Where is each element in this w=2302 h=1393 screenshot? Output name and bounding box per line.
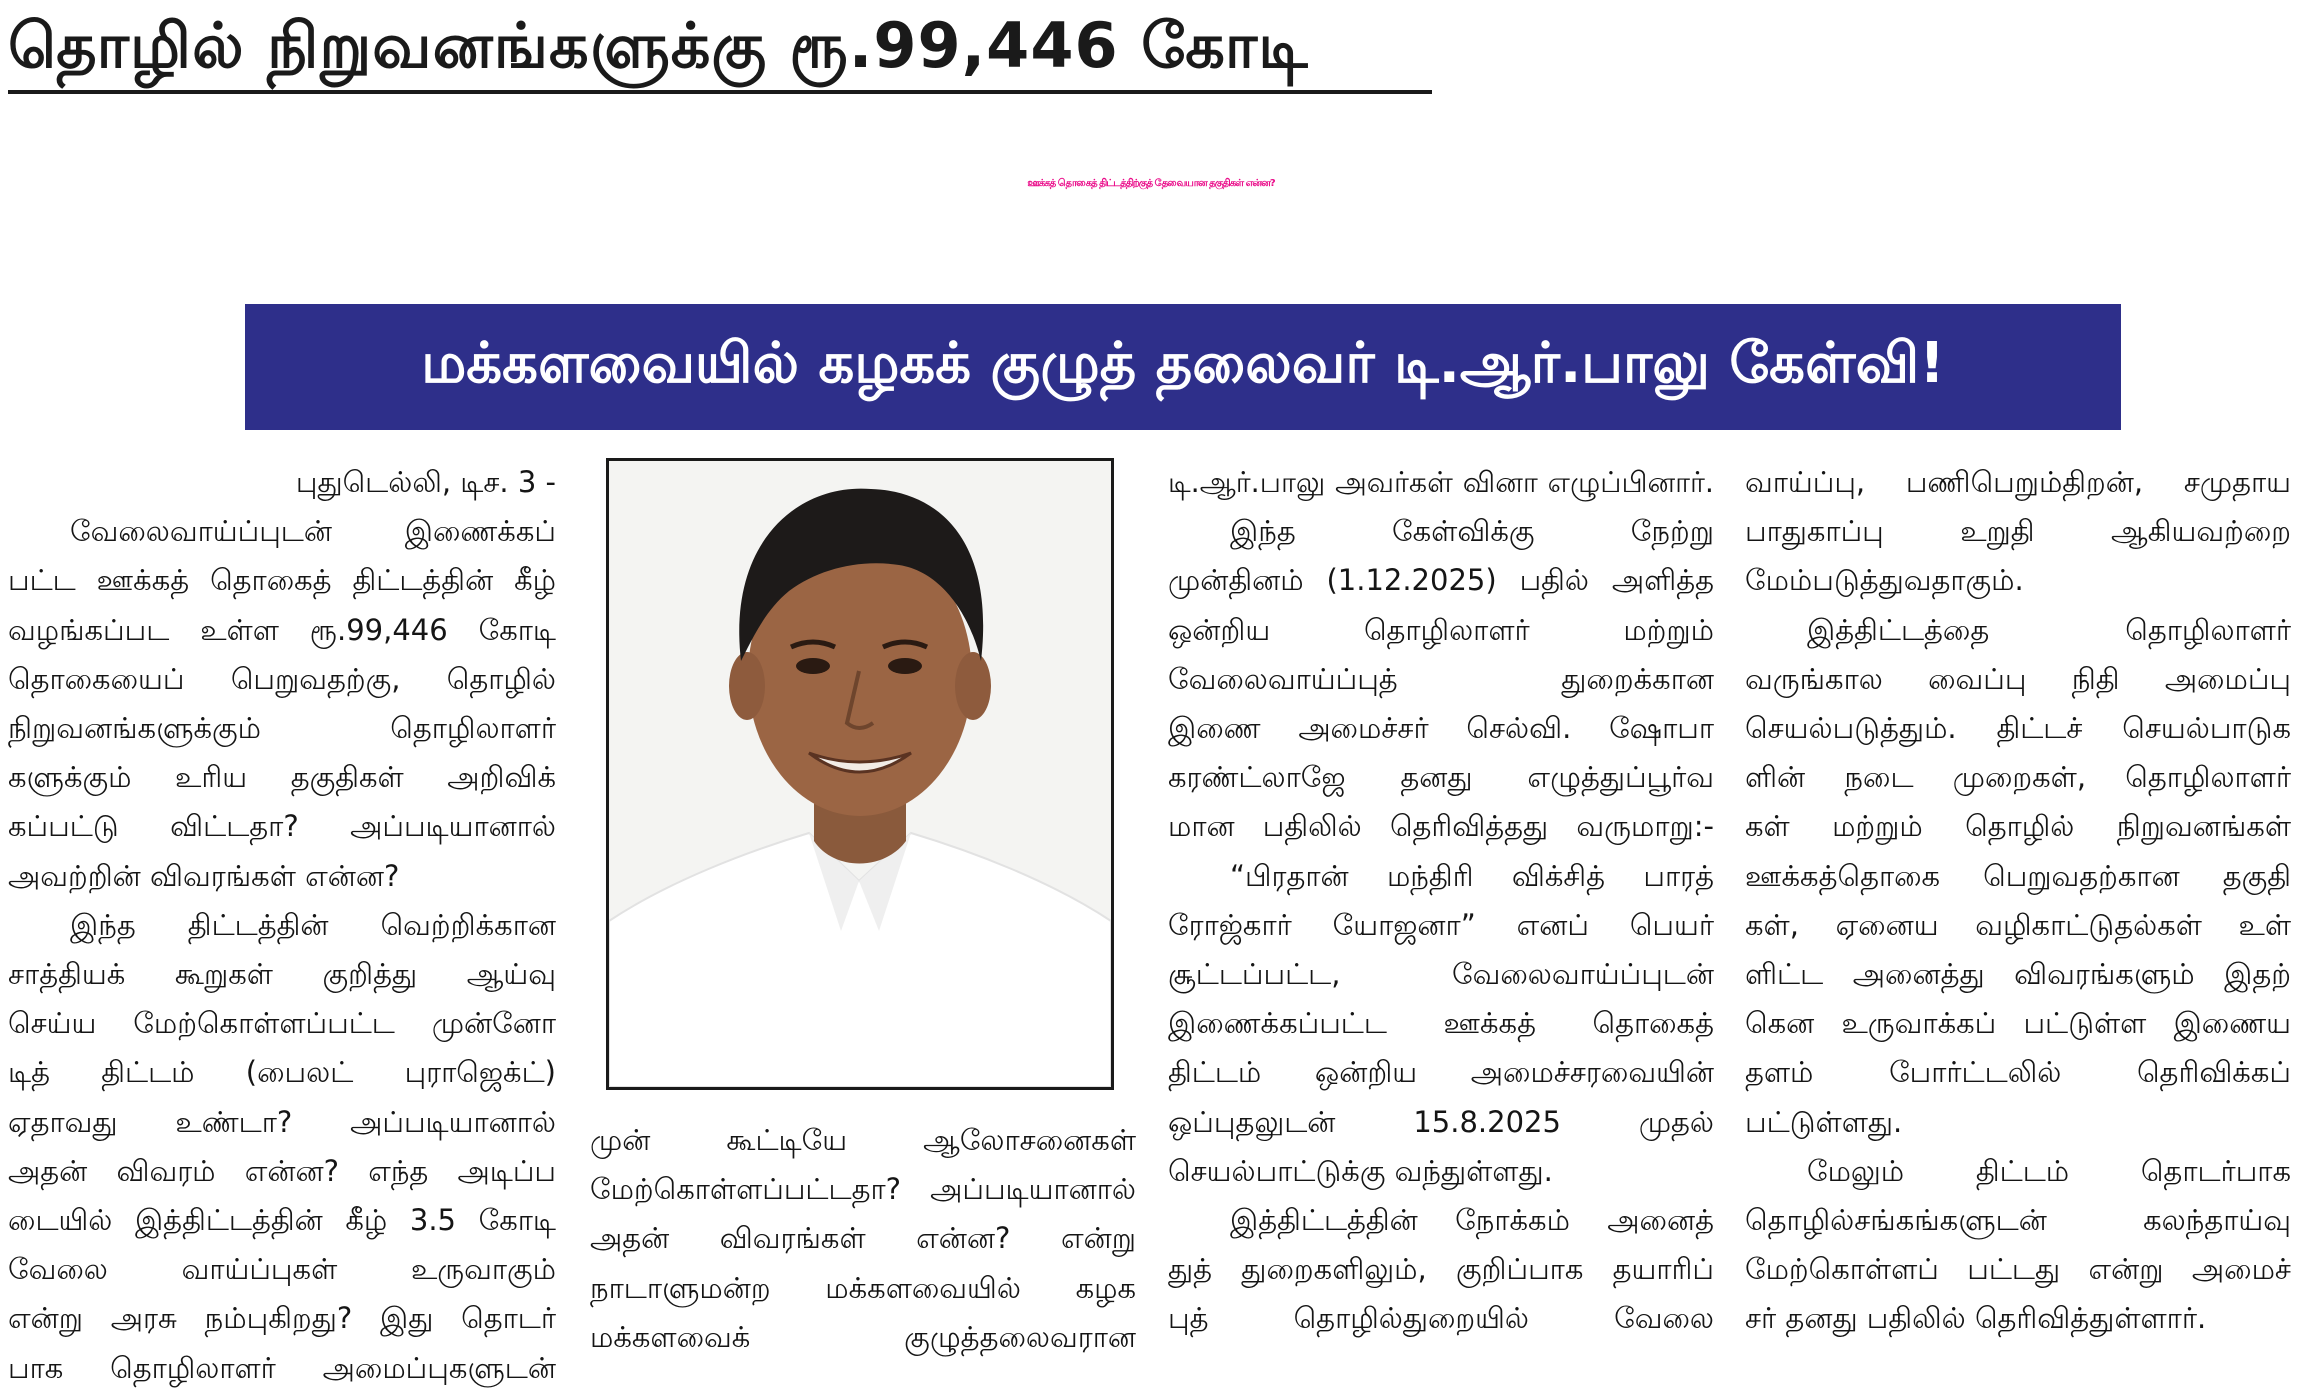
body-line: பட்டுள்ளது. <box>1745 1104 1903 1139</box>
kicker-headline: தொழில் நிறுவனங்களுக்கு ரூ.99,446 கோடி <box>8 9 1309 82</box>
body-line: மக்களவைக் குழுத்தலைவரான <box>590 1319 1136 1354</box>
body-line: இந்த கேள்விக்கு நேற்று <box>1230 514 1714 549</box>
body-line: அவற்றின் விவரங்கள் என்ன? <box>8 858 400 893</box>
body-line: ரோஜ்கார் யோஜனா” எனப் பெயர் <box>1168 907 1714 942</box>
body-line: வழங்கப்பட உள்ள ரூ.99,446 கோடி <box>8 612 556 647</box>
body-line: வேலைவாய்ப்புத் துறைக்கான <box>1168 661 1714 696</box>
body-line: இத்திட்டத்தின் நோக்கம் அனைத் <box>1230 1203 1714 1238</box>
portrait-photo <box>606 458 1114 1090</box>
body-line: மேற்கொள்ளப்பட்டதா? அப்படியானால் <box>590 1172 1136 1207</box>
body-line: மான பதிலில் தெரிவித்தது வருமாறு:- <box>1168 809 1714 844</box>
body-line: இந்த திட்டத்தின் வெற்றிக்கான <box>70 907 556 942</box>
body-line: சூட்டப்பட்ட, வேலைவாய்ப்புடன் <box>1168 957 1714 992</box>
article-column-3 <box>1168 458 1714 1344</box>
subheadline-banner <box>245 304 2121 430</box>
body-line: டையில் இத்திட்டத்தின் கீழ் 3.5 கோடி <box>8 1203 556 1238</box>
body-line: தளம் போர்ட்டலில் தெரிவிக்கப் <box>1745 1055 2291 1090</box>
body-line: வேலை வாய்ப்புகள் உருவாகும் <box>8 1252 556 1287</box>
body-line: கள், ஏனைய வழிகாட்டுதல்கள் உள் <box>1745 907 2291 942</box>
body-line: செயல்படுத்தும். திட்டச் செயல்பாடுக <box>1745 711 2291 746</box>
body-line: திட்டம் ஒன்றிய அமைச்சரவையின் <box>1168 1055 1714 1090</box>
subheadline-text: மக்களவையில் கழகக் குழுத் தலைவர் டி.ஆர்.பாலு கேள்வி! <box>421 331 1945 396</box>
body-line: ளின் நடை முறைகள், தொழிலாளர் <box>1745 760 2291 795</box>
body-line: வருங்கால வைப்பு நிதி அமைப்பு <box>1745 661 2291 696</box>
body-line: புத் தொழில்துறையில் வேலை <box>1168 1301 1714 1336</box>
body-line: அதன் விவரம் என்ன? எந்த அடிப்ப <box>8 1153 556 1188</box>
body-line: ளிட்ட அனைத்து விவரங்களும் இதற் <box>1745 957 2291 992</box>
body-line: கரண்ட்லாஜே தனது எழுத்துப்பூர்வ <box>1168 760 1714 795</box>
body-line: ஊக்கத்தொகை பெறுவதற்கான தகுதி <box>1745 858 2291 893</box>
dateline: புதுடெல்லி, டிச. 3 - <box>295 465 556 499</box>
body-line: செய்ய மேற்கொள்ளப்பட்ட முன்னோ <box>8 1006 556 1041</box>
body-line: வாய்ப்பு, பணிபெறும்திறன், சமுதாய <box>1745 465 2291 499</box>
body-line: தொகையைப் பெறுவதற்கு, தொழில் <box>8 661 556 696</box>
body-line: மேற்கொள்ளப் பட்டது என்று அமைச் <box>1745 1252 2291 1287</box>
body-line: “பிரதான் மந்திரி விக்சித் பாரத் <box>1230 858 1714 893</box>
article-column-1 <box>8 458 556 1393</box>
kicker-underline <box>8 90 1432 94</box>
body-line: பாக தொழிலாளர் அமைப்புகளுடன் <box>8 1350 556 1385</box>
body-line: ஏதாவது உண்டா? அப்படியானால் <box>8 1104 556 1139</box>
body-line: களுக்கும் உரிய தகுதிகள் அறிவிக் <box>8 760 556 795</box>
body-line: என்று அரசு நம்புகிறது? இது தொடர் <box>8 1301 556 1336</box>
main-headline: ஊக்கத் தொகைத் திட்டத்திற்குத் தேவையான தகுதிகள் என்ன? <box>1027 178 1275 189</box>
article-column-4 <box>1745 458 2291 1344</box>
body-line: இணை அமைச்சர் செல்வி. ஷோபா <box>1168 711 1714 746</box>
body-line: ஒப்புதலுடன் 15.8.2025 முதல் <box>1168 1104 1714 1139</box>
body-line: இணைக்கப்பட்ட ஊக்கத் தொகைத் <box>1168 1006 1714 1041</box>
body-line: கள் மற்றும் தொழில் நிறுவனங்கள் <box>1745 809 2291 844</box>
body-line: அதன் விவரங்கள் என்ன? என்று <box>590 1221 1136 1256</box>
body-line: இத்திட்டத்தை தொழிலாளர் <box>1807 612 2291 647</box>
body-line: முன் கூட்டியே ஆலோசனைகள் <box>590 1123 1136 1157</box>
body-line: வேலைவாய்ப்புடன் இணைக்கப் <box>70 514 556 549</box>
body-line: கென உருவாக்கப் பட்டுள்ள இணைய <box>1745 1006 2291 1041</box>
body-line: கப்பட்டு விட்டதா? அப்படியானால் <box>8 809 556 844</box>
portrait-illustration <box>609 461 1111 1087</box>
body-line: துத் துறைகளிலும், குறிப்பாக தயாரிப் <box>1168 1252 1714 1287</box>
body-line: முன்தினம் (1.12.2025) பதில் அளித்த <box>1168 563 1714 598</box>
body-line: சாத்தியக் கூறுகள் குறித்து ஆய்வு <box>8 957 556 992</box>
body-line: செயல்பாட்டுக்கு வந்துள்ளது. <box>1168 1153 1553 1188</box>
body-line: ஒன்றிய தொழிலாளர் மற்றும் <box>1168 612 1714 647</box>
body-line: பட்ட ஊக்கத் தொகைத் திட்டத்தின் கீழ் <box>8 563 556 598</box>
body-line: மேலும் திட்டம் தொடர்பாக <box>1807 1153 2291 1188</box>
body-line: தொழில்சங்கங்களுடன் கலந்தாய்வு <box>1745 1203 2291 1238</box>
article-column-2 <box>590 1116 1136 1362</box>
body-line: நாடாளுமன்ற மக்களவையில் கழக <box>590 1270 1136 1305</box>
body-line: டி.ஆர்.பாலு அவர்கள் வினா எழுப்பினார். <box>1168 466 1714 499</box>
body-line: மேம்படுத்துவதாகும். <box>1745 563 2024 598</box>
body-line: நிறுவனங்களுக்கும் தொழிலாளர் <box>8 711 556 746</box>
body-line: டித் திட்டம் (பைலட் புராஜெக்ட்) <box>8 1055 556 1090</box>
body-line: சர் தனது பதிலில் தெரிவித்துள்ளார். <box>1745 1301 2207 1336</box>
body-line: பாதுகாப்பு உறுதி ஆகியவற்றை <box>1745 514 2291 549</box>
